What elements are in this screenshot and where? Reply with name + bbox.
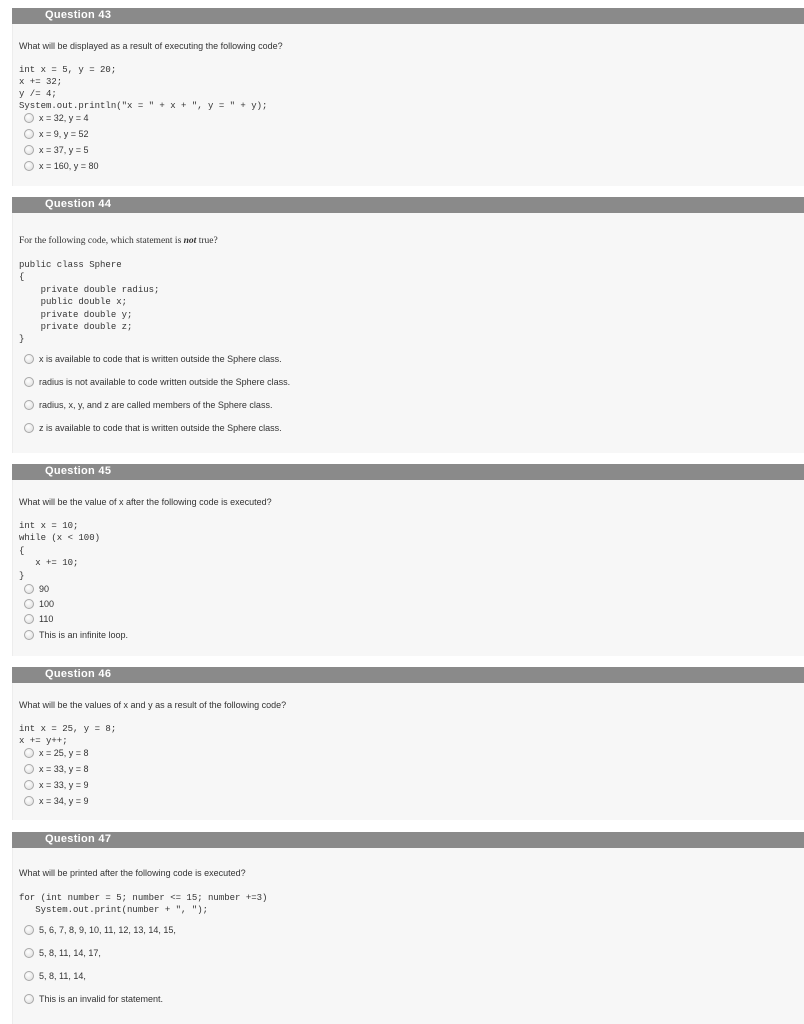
question-45-option-3[interactable] <box>24 612 53 626</box>
radio-button[interactable] <box>24 584 34 594</box>
question-47-option-3[interactable] <box>24 969 86 983</box>
radio-button[interactable] <box>24 614 34 624</box>
question-46-prompt: What will be the values of x and y as a result of the following code? <box>19 700 287 710</box>
radio-button[interactable] <box>24 748 34 758</box>
option-label: x = 25, y = 8 <box>39 748 89 758</box>
option-label: This is an invalid for statement. <box>39 994 164 1004</box>
question-45-option-4[interactable] <box>24 628 128 642</box>
option-label: z is available to code that is written outside the Sphere class. <box>39 423 282 433</box>
option-label: 100 <box>39 599 55 609</box>
radio-button[interactable] <box>24 630 34 640</box>
option-label: x = 160, y = 80 <box>39 161 99 171</box>
radio-button[interactable] <box>24 423 34 433</box>
option-label: x = 37, y = 5 <box>39 145 89 155</box>
question-46-option-2[interactable] <box>24 762 89 776</box>
question-46-title: Question 46 <box>45 668 112 680</box>
radio-button[interactable] <box>24 599 34 609</box>
radio-button[interactable] <box>24 994 34 1004</box>
question-47-header <box>12 832 804 848</box>
question-44-header <box>12 197 804 213</box>
question-43-prompt: What will be displayed as a result of executing the following code? <box>19 41 283 51</box>
prompt-text: For the following code, which statement is <box>19 236 184 246</box>
option-label: x = 33, y = 8 <box>39 764 89 774</box>
question-43-option-3[interactable] <box>24 143 89 157</box>
question-44-option-2[interactable] <box>24 375 290 389</box>
radio-button[interactable] <box>24 948 34 958</box>
question-43-option-2[interactable] <box>24 127 89 141</box>
question-45-code: int x = 10; while (x < 100) { x += 10; } <box>19 521 101 581</box>
question-45-header <box>12 464 804 480</box>
question-44-code: public class Sphere { private double radius; public double x; private double y; private double z; } <box>19 260 160 345</box>
prompt-emphasis: not <box>183 236 197 246</box>
question-45-option-2[interactable] <box>24 597 54 611</box>
question-44-option-1[interactable] <box>24 352 282 366</box>
radio-button[interactable] <box>24 145 34 155</box>
question-46-header <box>12 667 804 683</box>
question-43-option-4[interactable] <box>24 159 99 173</box>
question-44-option-4[interactable] <box>24 421 282 435</box>
option-label: radius, x, y, and z are called members of the Sphere class. <box>39 400 273 410</box>
question-47-prompt: What will be printed after the following code is executed? <box>19 868 246 878</box>
question-47-option-2[interactable] <box>24 946 101 960</box>
question-45-title: Question 45 <box>45 465 112 477</box>
question-47-option-1[interactable] <box>24 923 176 937</box>
option-label: 110 <box>39 614 54 624</box>
option-label: 5, 8, 11, 14, 17, <box>39 948 101 958</box>
radio-button[interactable] <box>24 971 34 981</box>
radio-button[interactable] <box>24 796 34 806</box>
question-46-code: int x = 25, y = 8; x += y++; <box>19 724 117 747</box>
option-label: 90 <box>39 584 50 594</box>
radio-button[interactable] <box>24 400 34 410</box>
radio-button[interactable] <box>24 925 34 935</box>
question-44-title: Question 44 <box>45 198 112 210</box>
option-label: radius is not available to code written outside the Sphere class. <box>39 377 291 387</box>
prompt-text: true? <box>196 236 218 246</box>
question-45-option-1[interactable] <box>24 582 49 596</box>
question-46-option-1[interactable] <box>24 746 89 760</box>
radio-button[interactable] <box>24 780 34 790</box>
option-label: x = 9, y = 52 <box>39 129 89 139</box>
question-43-header <box>12 8 804 24</box>
option-label: x = 34, y = 9 <box>39 796 89 806</box>
question-47-code: for (int number = 5; number <= 15; number +=3) System.out.print(number + ", "); <box>19 893 268 916</box>
question-43-title: Question 43 <box>45 9 112 21</box>
radio-button[interactable] <box>24 129 34 139</box>
radio-button[interactable] <box>24 113 34 123</box>
option-label: 5, 8, 11, 14, <box>39 971 86 981</box>
radio-button[interactable] <box>24 161 34 171</box>
option-label: 5, 6, 7, 8, 9, 10, 11, 12, 13, 14, 15, <box>39 925 176 935</box>
option-label: This is an infinite loop. <box>39 630 129 640</box>
option-label: x = 33, y = 9 <box>39 780 89 790</box>
radio-button[interactable] <box>24 377 34 387</box>
radio-button[interactable] <box>24 354 34 364</box>
option-label: x is available to code that is written outside the Sphere class. <box>39 354 282 364</box>
question-43-option-1[interactable] <box>24 111 89 125</box>
question-45-prompt: What will be the value of x after the following code is executed? <box>19 497 272 507</box>
option-label: x = 32, y = 4 <box>39 113 89 123</box>
question-44-option-3[interactable] <box>24 398 272 412</box>
question-43-code: int x = 5, y = 20; x += 32; y /= 4; System.out.println("x = " + x + ", y = " + y); <box>19 65 268 111</box>
question-47-title: Question 47 <box>45 833 112 845</box>
radio-button[interactable] <box>24 764 34 774</box>
question-46-option-4[interactable] <box>24 794 89 808</box>
question-47-option-4[interactable] <box>24 992 163 1006</box>
question-46-option-3[interactable] <box>24 778 89 792</box>
question-44-prompt <box>19 236 218 246</box>
